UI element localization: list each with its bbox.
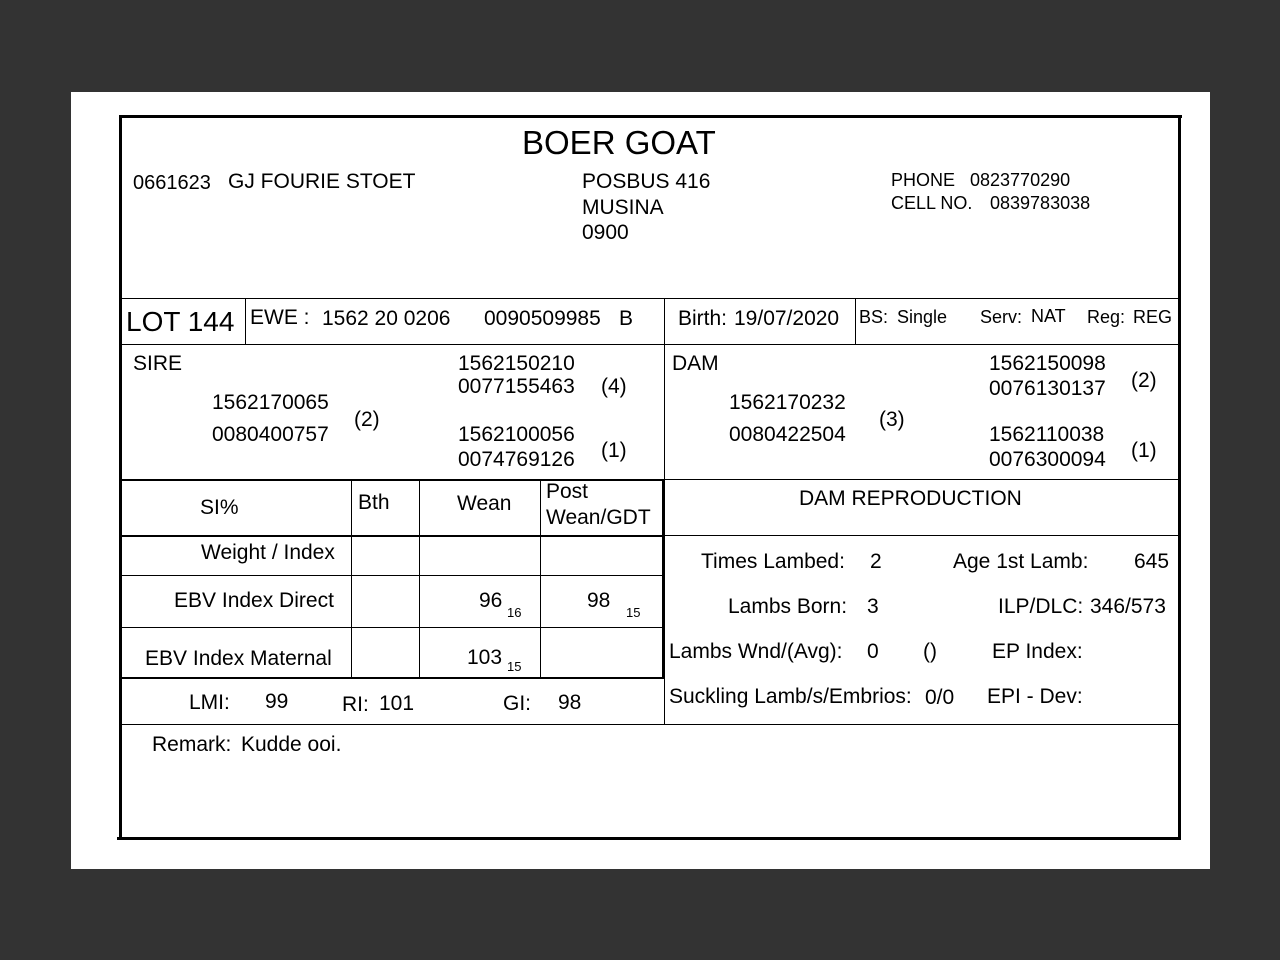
bs-label: BS: (859, 307, 889, 327)
lot-number: LOT 144 (126, 306, 235, 337)
ilp-dlc-value: 346/573 (1090, 595, 1166, 618)
gi-value: 98 (558, 691, 582, 714)
bs-value: Single (897, 307, 948, 327)
post-header-line-1: Post (546, 480, 589, 503)
phone-number: 0823770290 (970, 170, 1071, 190)
epi-dev-label: EPI - Dev: (987, 685, 1083, 708)
phone-label: PHONE (891, 170, 956, 190)
rule (855, 298, 856, 344)
frame-right (1178, 115, 1181, 840)
dam-dam-mark: (1) (1131, 439, 1157, 462)
rule (121, 298, 1179, 299)
ebv-maternal-label: EBV Index Maternal (145, 647, 332, 670)
times-lambed-label: Times Lambed: (701, 550, 845, 573)
address-line-3: 0900 (582, 221, 629, 244)
dam-id: 1562170232 (729, 391, 846, 414)
suckling-value: 0/0 (925, 686, 955, 709)
rule (662, 479, 664, 679)
birth-date: 19/07/2020 (734, 307, 840, 330)
dam-dam-number: 0076300094 (989, 448, 1106, 471)
gi-label: GI: (503, 692, 532, 715)
rule (121, 677, 665, 679)
direct-post-count: 15 (626, 605, 641, 620)
rule (121, 724, 1179, 725)
sire-mark: (2) (354, 408, 380, 431)
rule (664, 298, 665, 725)
serv-value: NAT (1031, 306, 1066, 326)
rule (245, 298, 246, 344)
rule (419, 481, 420, 678)
lambs-born-value: 3 (867, 595, 879, 618)
suckling-label: Suckling Lamb/s/Embrios: (669, 685, 912, 708)
maternal-wean-value: 103 (467, 646, 503, 669)
card-title: BOER GOAT (522, 124, 716, 161)
ep-index-label: EP Index: (992, 640, 1083, 663)
sire-number: 0080400757 (212, 423, 329, 446)
weight-index-label: Weight / Index (201, 541, 335, 564)
address-line-2: MUSINA (582, 196, 664, 219)
cell-label: CELL NO. (891, 193, 973, 213)
times-lambed-value: 2 (870, 550, 882, 573)
lambs-weaned-value: 0 (867, 640, 879, 663)
ilp-dlc-label: ILP/DLC: (998, 595, 1084, 618)
si-header: SI% (200, 496, 239, 519)
frame-left (119, 115, 122, 840)
reg-label: Reg: (1087, 307, 1126, 327)
ebv-direct-label: EBV Index Direct (174, 589, 334, 612)
direct-wean-value: 96 (479, 589, 503, 612)
rule (664, 535, 1179, 536)
breeder-number: 0661623 (133, 172, 211, 194)
sire-sire-mark: (4) (601, 375, 627, 398)
rule (121, 535, 665, 537)
address-line-1: POSBUS 416 (582, 170, 711, 193)
breeder-name: GJ FOURIE STOET (228, 170, 416, 193)
lmi-label: LMI: (189, 691, 230, 714)
sire-dam-number: 0074769126 (458, 448, 575, 471)
dam-sire-mark: (2) (1131, 369, 1157, 392)
direct-post-value: 98 (587, 589, 611, 612)
sire-sire-number: 0077155463 (458, 375, 575, 398)
age-first-lamb-label: Age 1st Lamb: (953, 550, 1089, 573)
maternal-wean-count: 15 (507, 659, 522, 674)
remark-text: Kudde ooi. (241, 733, 342, 756)
animal-id: 1562 20 0206 (322, 307, 451, 330)
sire-label: SIRE (133, 352, 183, 375)
sire-sire-id: 1562150210 (458, 352, 575, 375)
rule (540, 481, 541, 678)
remark-label: Remark: (152, 733, 232, 756)
ri-label: RI: (342, 693, 369, 716)
lambs-weaned-label: Lambs Wnd/(Avg): (669, 640, 843, 663)
dam-sire-number: 0076130137 (989, 377, 1106, 400)
dam-label: DAM (672, 352, 719, 375)
post-header-line-2: Wean/GDT (546, 506, 651, 529)
lmi-value: 99 (265, 690, 289, 713)
ri-value: 101 (379, 692, 415, 715)
rule (121, 344, 1179, 345)
dam-sire-id: 1562150098 (989, 352, 1106, 375)
dam-number: 0080422504 (729, 423, 846, 446)
age-first-lamb-value: 645 (1134, 550, 1170, 573)
dam-reproduction-header: DAM REPRODUCTION (799, 487, 1022, 510)
sex-label: EWE : (250, 306, 310, 329)
lambs-born-label: Lambs Born: (728, 595, 848, 618)
dam-mark: (3) (879, 408, 905, 431)
animal-grade: B (619, 307, 634, 330)
sire-dam-mark: (1) (601, 439, 627, 462)
rule (121, 575, 663, 576)
lambs-weaned-avg: () (923, 640, 937, 663)
rule (121, 627, 663, 628)
birth-label: Birth: (678, 307, 728, 330)
serv-label: Serv: (980, 307, 1023, 327)
cell-number: 0839783038 (990, 193, 1091, 213)
bth-header: Bth (358, 491, 390, 514)
sire-dam-id: 1562100056 (458, 423, 575, 446)
rule (351, 481, 352, 678)
frame-bottom (117, 837, 1178, 840)
dam-dam-id: 1562110038 (989, 423, 1105, 446)
wean-header: Wean (457, 492, 512, 515)
rule (664, 479, 1179, 480)
direct-wean-count: 16 (507, 605, 522, 620)
animal-reg-number: 0090509985 (484, 307, 601, 330)
sire-id: 1562170065 (212, 391, 329, 414)
frame-top (119, 115, 1182, 118)
reg-value: REG (1133, 307, 1173, 327)
